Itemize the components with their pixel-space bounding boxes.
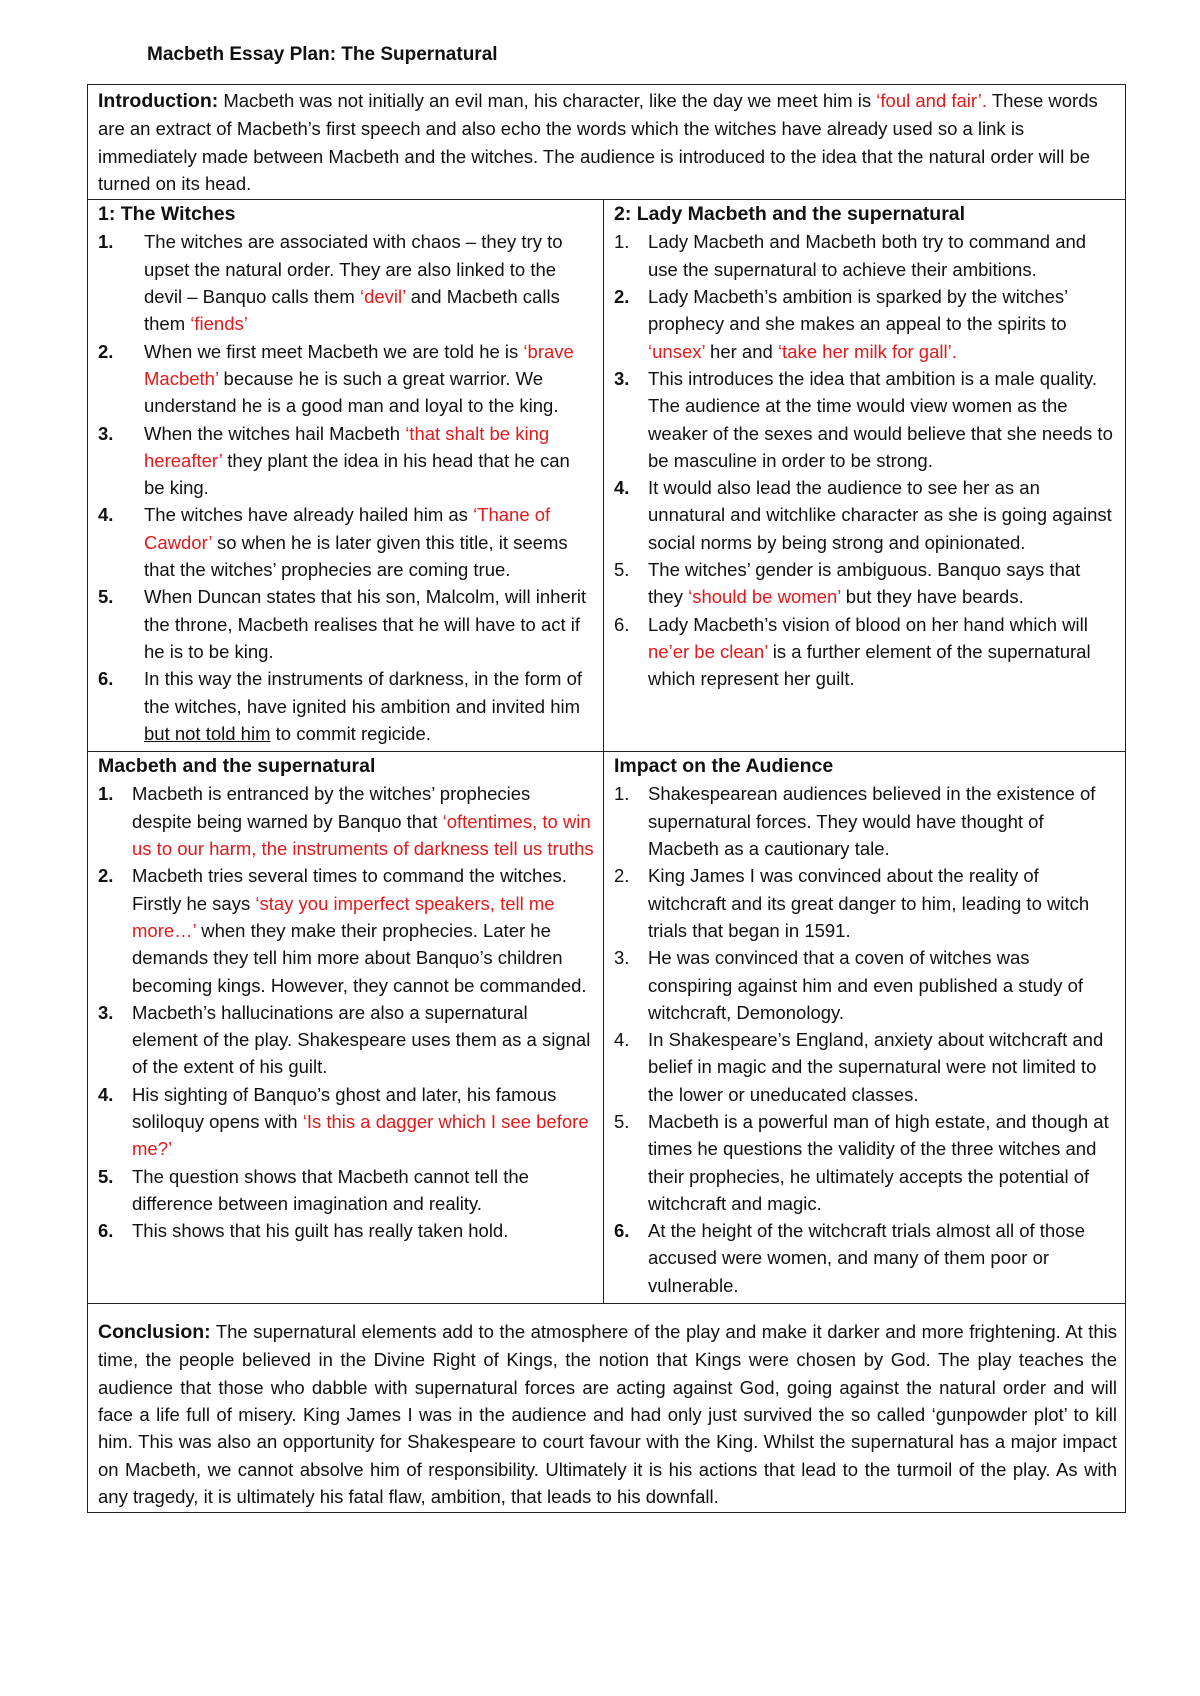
item-text: In Shakespeare’s England, anxiety about witchcraft and belief in magic and the supernatural were not limited to the lower or uneducated classes.: [648, 1029, 1104, 1105]
list-item: [98, 780, 595, 862]
item-number: 1.: [614, 231, 630, 253]
intro-quote: ‘foul and fair’.: [876, 90, 988, 111]
item-quote: ‘should be women’: [688, 586, 841, 608]
conclusion-label: Conclusion:: [98, 1321, 211, 1344]
list-item: [98, 1217, 595, 1244]
list-item: [614, 556, 1117, 611]
list-item: [98, 338, 595, 420]
item-text: Lady Macbeth’s ambition is sparked by the witches’ prophecy and she makes an appeal to the spirits to: [648, 286, 1068, 335]
item-text: King James I was convinced about the reality of witchcraft and its great danger to him, leading to witch trials that began in 1591.: [648, 865, 1090, 941]
list-item: [98, 583, 595, 665]
impact-list: [614, 780, 1117, 1299]
item-text: and Macbeth calls them: [144, 286, 560, 335]
list-item: [614, 474, 1117, 556]
item-text: so when he is later given this title, it seems that the witches’ prophecies are coming true.: [144, 531, 568, 581]
item-number: 3.: [614, 947, 630, 969]
list-item: [614, 365, 1117, 474]
lady-macbeth-heading: 2: Lady Macbeth and the supernatural: [614, 203, 966, 226]
item-quote: ‘devil’: [359, 286, 406, 308]
item-text: Lady Macbeth and Macbeth both try to command and use the supernatural to achieve their ambitions.: [648, 231, 1087, 280]
list-item: [98, 1081, 595, 1163]
intro-row: [88, 85, 1126, 200]
item-text: This shows that his guilt has really taken hold.: [132, 1220, 509, 1242]
introduction-cell: [88, 85, 1126, 200]
list-item: [614, 1026, 1117, 1108]
lady-macbeth-list: [614, 228, 1117, 692]
item-text: Shakespearean audiences believed in the existence of supernatural forces. They would have thought of Macbeth as a cautionary tale.: [648, 783, 1096, 860]
intro-text-1: Macbeth was not initially an evil man, his character, like the day we meet him is: [218, 90, 877, 111]
item-number: 5.: [614, 1110, 630, 1132]
item-text: to commit regicide.: [270, 722, 431, 744]
item-text: is a further element of the supernatural which represent her guilt.: [648, 640, 1091, 690]
item-text: In this way the instruments of darkness, in the form of the witches, have ignited his ambition and invited him: [144, 668, 583, 717]
list-item: [614, 1108, 1117, 1217]
list-item: [614, 611, 1117, 693]
item-quote: ‘stay you imperfect speakers, tell me more…’: [132, 892, 555, 941]
item-quote: ‘Thane of Cawdor’: [144, 504, 551, 553]
list-item: [614, 862, 1117, 944]
list-item: [614, 1217, 1117, 1299]
item-number: 6.: [614, 1220, 630, 1242]
item-text: When Duncan states that his son, Malcolm, will inherit the throne, Macbeth realises that he will have to act if he is to be king.: [144, 586, 587, 662]
list-item: [614, 944, 1117, 1026]
item-text: her and: [704, 340, 778, 362]
item-number: 2.: [614, 286, 630, 308]
item-text: His sighting of Banquo’s ghost and later, his famous soliloquy opens with: [132, 1083, 557, 1132]
item-number: 1.: [98, 231, 114, 253]
item-text: The question shows that Macbeth cannot tell the difference between imagination and reality.: [132, 1165, 529, 1214]
item-text: When we first meet Macbeth we are told he is: [144, 340, 524, 362]
list-item: [98, 228, 595, 337]
item-quote: ‘Is this a dagger which I see before me?’: [132, 1110, 589, 1160]
witches-cell: [88, 200, 604, 752]
item-quote: ‘oftentimes, to win us to our harm, the instruments of darkness tell us truths: [132, 810, 594, 860]
witches-heading: 1: The Witches: [98, 203, 236, 226]
item-quote: ‘unsex’: [648, 340, 705, 362]
item-quote: ‘take her milk for gall’.: [777, 340, 957, 362]
item-text: because he is such a great warrior. We understand he is a good man and loyal to the king.: [144, 367, 559, 417]
item-number: 4.: [614, 1029, 630, 1051]
introduction-label: Introduction:: [98, 90, 219, 112]
macbeth-list: [98, 780, 595, 1244]
list-item: [614, 228, 1117, 283]
item-number: 6.: [98, 1220, 114, 1242]
list-item: [98, 665, 595, 747]
item-number: 2.: [98, 340, 114, 362]
item-number: 6.: [614, 613, 630, 635]
impact-cell: [604, 752, 1126, 1304]
item-text: At the height of the witchcraft trials almost all of those accused were women, and many of them poor or vulnerable.: [648, 1220, 1086, 1296]
item-text: The witches’ gender is ambiguous. Banquo says that they: [648, 559, 1081, 608]
item-number: 4.: [614, 477, 630, 499]
item-number: 1.: [98, 783, 114, 805]
section-row-2: [88, 752, 1126, 1304]
list-item: [98, 862, 595, 998]
conclusion-text: The supernatural elements add to the atmosphere of the play and make it darker and more frightening. At this time, the people believed in the Divine Right of Kings, the notion that Kings were chosen by God. The play teaches the audience that those who dabble with supernatural forces are acting against God, going against the natural order and will face a life full of misery. King James I was in the audience and had only just survived the so called ‘gunpowder plot’ to kill him. This was also an opportunity for Shakespeare to court favour with the King. Whilst the supernatural has a major impact on Macbeth, we cannot absolve him of responsibility. Ultimately it is his actions that lead to the turmoil of the play. As with any tragedy, it is ultimately his fatal flaw, ambition, that leads to his downfall.: [98, 1321, 1117, 1507]
item-text: The witches have already hailed him as: [144, 504, 474, 526]
item-number: 2.: [614, 865, 630, 887]
item-number: 4.: [98, 1083, 114, 1105]
item-number: 2.: [98, 865, 114, 887]
item-text: when they make their prophecies. Later he demands they tell him more about Banquo’s children becoming kings. However, they cannot be commanded.: [132, 919, 587, 996]
item-number: 1.: [614, 783, 630, 805]
witches-list: [98, 228, 595, 747]
intro-text-2: These words are an extract of Macbeth’s first speech and also echo the words which the witches have already used so a link is immediately made between Macbeth and the witches. The audience is introduced to the idea that the natural order will be turned on its head.: [98, 90, 1098, 194]
item-text: Macbeth is entranced by the witches’ prophecies despite being warned by Banquo that: [132, 783, 531, 832]
macbeth-cell: [88, 752, 604, 1304]
item-quote: ‘that shalt be king hereafter’: [144, 422, 550, 471]
item-quote: ‘fiends’: [190, 313, 248, 335]
item-quote: ne’er be clean’: [648, 640, 768, 662]
item-text: Lady Macbeth’s vision of blood on her hand which will: [648, 613, 1088, 635]
item-number: 6.: [98, 668, 114, 690]
list-item: [98, 420, 595, 502]
lady-macbeth-cell: [604, 200, 1126, 752]
item-text: Macbeth tries several times to command the witches. Firstly he says: [132, 865, 567, 914]
conclusion-row: [88, 1304, 1126, 1513]
essay-plan-table: [87, 84, 1126, 1513]
list-item: [98, 999, 595, 1081]
item-number: 5.: [614, 559, 630, 581]
item-number: 3.: [98, 422, 114, 444]
list-item: [98, 1163, 595, 1218]
item-quote: ‘brave Macbeth’: [144, 340, 574, 389]
section-row-1: [88, 200, 1126, 752]
item-number: 4.: [98, 504, 114, 526]
item-text: He was convinced that a coven of witches was conspiring against him and even published a study of witchcraft, Demonology.: [648, 947, 1084, 1023]
item-number: 5.: [98, 1165, 114, 1187]
item-text: This introduces the idea that ambition is a male quality. The audience at the time would view women as the weaker of the sexes and would believe that she needs to be masculine in order to be strong.: [648, 367, 1113, 471]
item-text: When the witches hail Macbeth: [144, 422, 406, 444]
list-item: [98, 501, 595, 583]
item-text: The witches are associated with chaos – they try to upset the natural order. They are also linked to the devil – Banquo calls them: [144, 231, 563, 308]
item-text: but they have beards.: [840, 586, 1024, 608]
list-item: [614, 780, 1117, 862]
impact-heading: Impact on the Audience: [614, 755, 834, 778]
item-underlined: but not told him: [144, 722, 271, 744]
item-number: 5.: [98, 586, 114, 608]
item-text: Macbeth is a powerful man of high estate, and though at times he questions the validity of the three witches and their prophecies, he ultimately accepts the potential of witchcraft and magic.: [648, 1110, 1109, 1214]
conclusion-cell: [88, 1304, 1126, 1513]
macbeth-heading: Macbeth and the supernatural: [98, 755, 376, 778]
item-number: 3.: [98, 1001, 114, 1023]
item-text: they plant the idea in his head that he can be king.: [144, 449, 570, 499]
item-text: It would also lead the audience to see her as an unnatural and witchlike character as she is going against social norms by being strong and opinionated.: [648, 477, 1112, 553]
list-item: [614, 283, 1117, 365]
page-title: Macbeth Essay Plan: The Supernatural: [147, 44, 498, 65]
item-number: 3.: [614, 367, 630, 389]
item-text: Macbeth’s hallucinations are also a supernatural element of the play. Shakespeare uses them as a signal of the extent of his guilt.: [132, 1001, 591, 1078]
